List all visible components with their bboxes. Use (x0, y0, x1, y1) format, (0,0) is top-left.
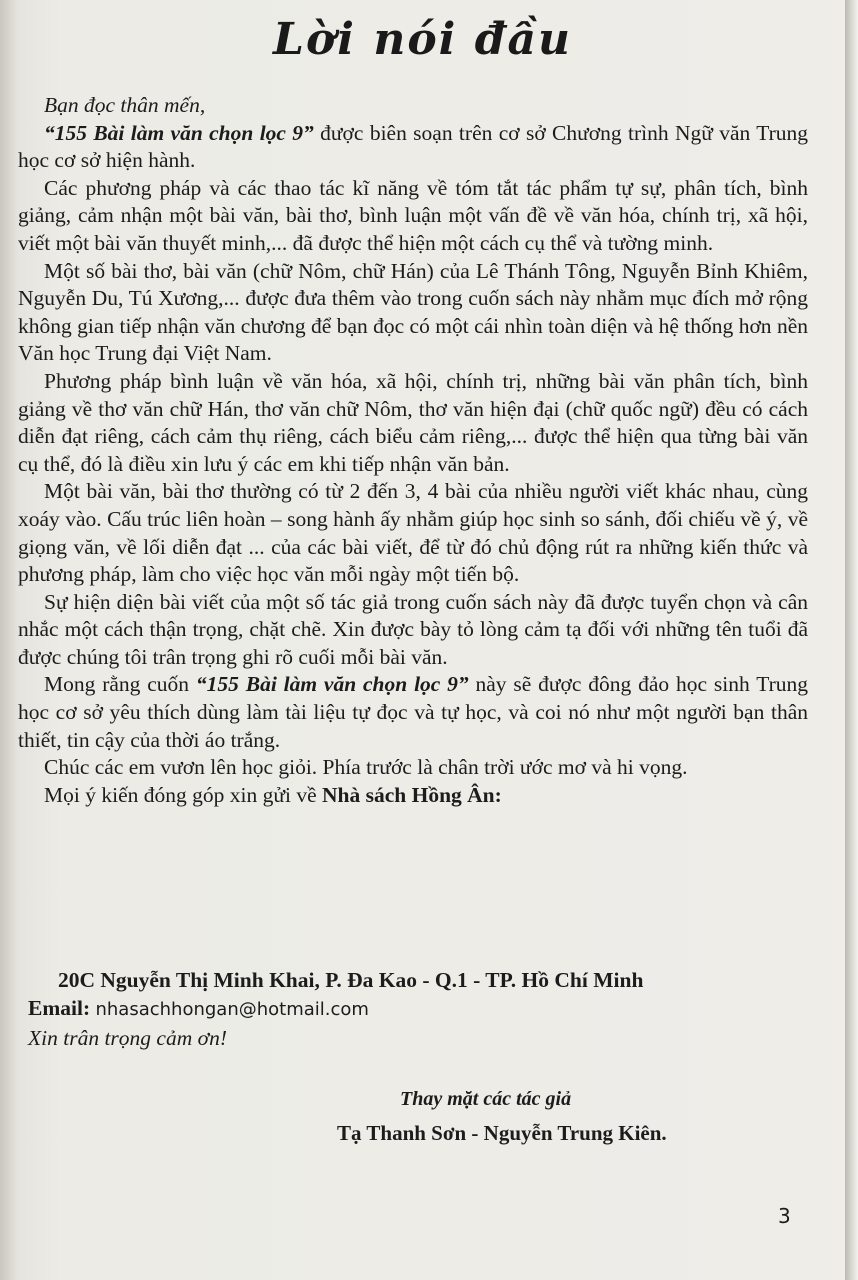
publisher-address: 20C Nguyễn Thị Minh Khai, P. Đa Kao - Q.1 - TP. Hồ Chí Minh (58, 968, 644, 992)
paragraph-9-start: Mọi ý kiến đóng góp xin gửi về (44, 782, 322, 807)
signature-role: Thay mặt các tác giả (400, 1088, 572, 1110)
page-edge (845, 0, 858, 1280)
paragraph-7 (18, 671, 808, 754)
paragraph-6: Sự hiện diện bài viết của một số tác giả trong cuốn sách này đã được tuyển chọn và cân nhắc một cách thận trọng, chặt chẽ. Xin được bày tỏ lòng cảm tạ đối với những tên tuổi đã được chúng tôi trân trọng ghi rõ cuối mỗi bài văn. (18, 589, 808, 669)
email-label: Email: (28, 996, 91, 1020)
paragraph-9 (18, 782, 808, 810)
page-title: Lời nói đầu (273, 14, 572, 65)
thanks-line: Xin trân trọng cảm ơn! (28, 1026, 227, 1050)
paragraph-7-text: này sẽ được đông đảo học sinh Trung học cơ sở yêu thích dùng làm tài liệu tự đọc và tự học, và coi nó như một người bạn thân thiết, tin cậy của thời áo trắng. (18, 672, 808, 752)
preface-body (18, 92, 808, 809)
paragraph-1 (18, 120, 808, 175)
paragraph-2: Các phương pháp và các thao tác kĩ năng về tóm tắt tác phẩm tự sự, phân tích, bình giảng, cảm nhận một bài văn, bài thơ, bình luận một vấn đề về văn hóa, chính trị, xã hội, viết một bài văn thuyết minh,... đã được thể hiện một cách cụ thể và tường minh. (18, 175, 808, 255)
signature-names: Tạ Thanh Sơn - Nguyễn Trung Kiên. (337, 1121, 667, 1145)
book-title-ref: “155 Bài làm văn chọn lọc 9” (44, 120, 314, 145)
email-line (28, 996, 369, 1021)
paragraph-1-text: được biên soạn trên cơ sở Chương trình Ngữ văn Trung học cơ sở hiện hành. (18, 120, 809, 173)
paragraph-3: Một số bài thơ, bài văn (chữ Nôm, chữ Hán) của Lê Thánh Tông, Nguyễn Bỉnh Khiêm, Nguyễn Du, Tú Xương,... được đưa thêm vào trong cuốn sách này nhằm mục đích mở rộng không gian tiếp nhận văn chương để bạn đọc có một cái nhìn toàn diện và hệ thống hơn nền Văn học Trung đại Việt Nam. (18, 258, 808, 366)
page-number: 3 (778, 1204, 791, 1228)
greeting: Bạn đọc thân mến, (44, 93, 206, 117)
paragraph-5: Một bài văn, bài thơ thường có từ 2 đến 3, 4 bài của nhiều người viết khác nhau, cùng xoáy vào. Cấu trúc liên hoàn – song hành ấy nhằm giúp học sinh so sánh, đối chiếu về ý, về giọng văn, về lối diễn đạt ... của các bài viết, để từ đó chủ động rút ra những kiến thức và phương pháp, làm cho việc học văn mỗi ngày một tiến bộ. (18, 479, 808, 587)
email-address: nhasachhongan@hotmail.com (95, 999, 369, 1020)
paragraph-7-start: Mong rằng cuốn (44, 672, 196, 697)
book-title-ref: “155 Bài làm văn chọn lọc 9” (195, 672, 469, 697)
paragraph-4: Phương pháp bình luận về văn hóa, xã hội, chính trị, những bài văn phân tích, bình giảng về thơ văn chữ Hán, thơ văn chữ Nôm, thơ văn hiện đại (chữ quốc ngữ) đều có cách diễn đạt riêng, cách cảm thụ riêng, cách biểu cảm riêng,... được thể hiện qua từng bài văn cụ thể, đó là điều xin lưu ý các em khi tiếp nhận văn bản. (18, 368, 808, 476)
publisher-name: Nhà sách Hồng Ân: (322, 782, 502, 807)
paragraph-8: Chúc các em vươn lên học giỏi. Phía trước là chân trời ước mơ và hi vọng. (44, 755, 688, 780)
